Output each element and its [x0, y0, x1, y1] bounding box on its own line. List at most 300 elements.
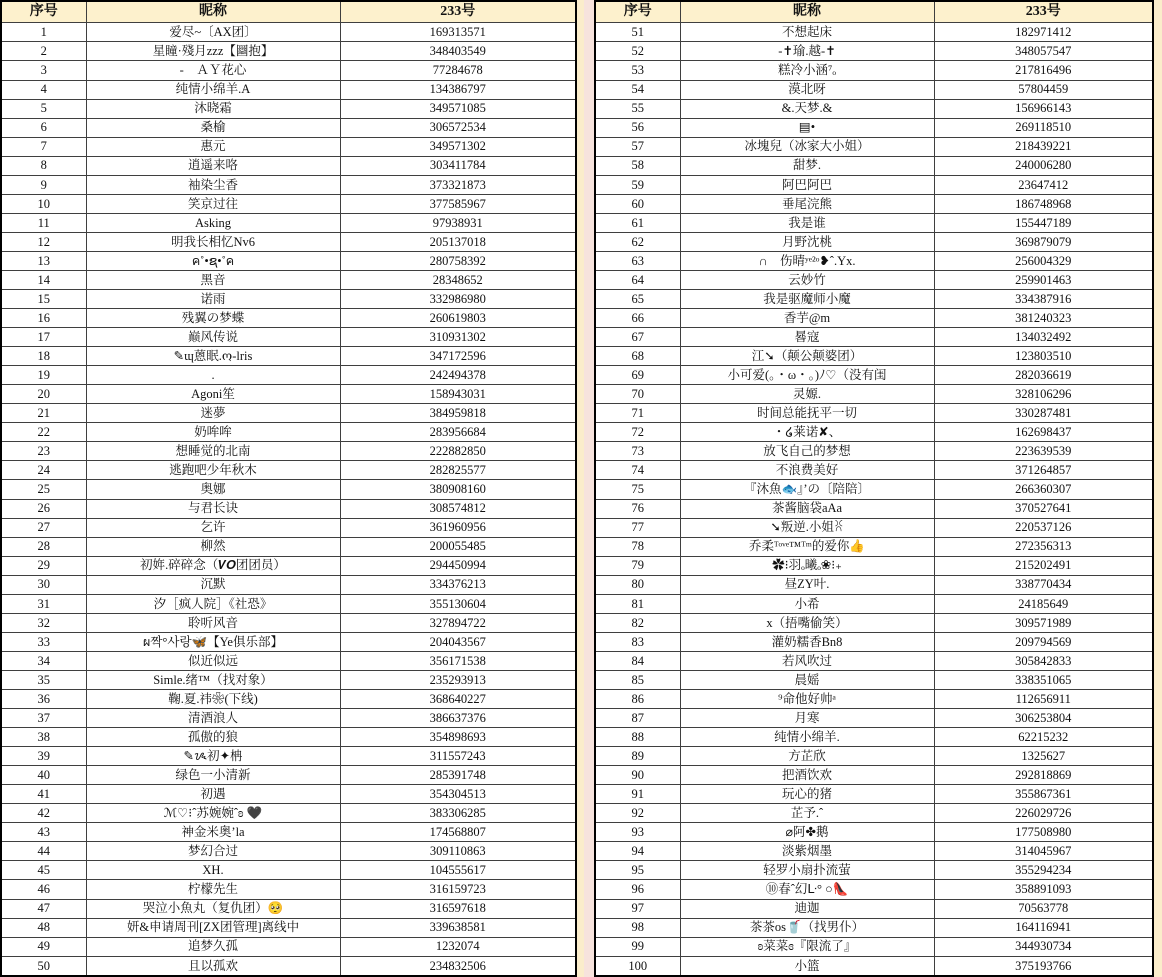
- id-cell: 314045967: [934, 842, 1153, 861]
- nickname-cell: .: [86, 366, 340, 385]
- id-cell: 1325627: [934, 747, 1153, 766]
- nickname-cell: 逍遥来咯: [86, 156, 340, 175]
- nickname-cell: 我是驱魔师小魔: [680, 290, 934, 309]
- rank-cell: 29: [1, 556, 86, 575]
- column-header-233-id: 233号: [934, 1, 1153, 23]
- rank-cell: 3: [1, 61, 86, 80]
- nickname-cell: ✎ᝰ初✦柟: [86, 747, 340, 766]
- id-cell: 310931302: [340, 328, 576, 347]
- rank-cell: 88: [595, 728, 680, 747]
- id-cell: 339638581: [340, 918, 576, 937]
- id-cell: 369879079: [934, 232, 1153, 251]
- id-cell: 373321873: [340, 175, 576, 194]
- id-cell: 294450994: [340, 556, 576, 575]
- table-row: [1, 499, 576, 518]
- nickname-cell: 漠北呀: [680, 80, 934, 99]
- nickname-cell: 残翼の梦蝶: [86, 309, 340, 328]
- nickname-cell: 淡紫烟墨: [680, 842, 934, 861]
- rank-cell: 28: [1, 537, 86, 556]
- nickname-cell: 奥娜: [86, 480, 340, 499]
- table-row: [595, 918, 1153, 937]
- id-cell: 240006280: [934, 156, 1153, 175]
- rank-cell: 9: [1, 175, 86, 194]
- nickname-cell: 不想起床: [680, 23, 934, 42]
- table-row: [1, 766, 576, 785]
- id-cell: 381240323: [934, 309, 1153, 328]
- header-row: [1, 1, 576, 23]
- id-cell: 169313571: [340, 23, 576, 42]
- table-row: [1, 137, 576, 156]
- table-row: [1, 670, 576, 689]
- rank-cell: 56: [595, 118, 680, 137]
- rank-cell: 78: [595, 537, 680, 556]
- table-row: [1, 899, 576, 918]
- table-row: [595, 385, 1153, 404]
- nickname-cell: &.天梦.&: [680, 99, 934, 118]
- rank-cell: 74: [595, 461, 680, 480]
- id-cell: 28348652: [340, 270, 576, 289]
- nickname-cell: 笑京过往: [86, 194, 340, 213]
- nickname-cell: ▤•: [680, 118, 934, 137]
- nickname-cell: ➘叛逆.小姐ꐦ: [680, 518, 934, 537]
- rank-cell: 82: [595, 613, 680, 632]
- rank-cell: 4: [1, 80, 86, 99]
- nickname-cell: 柳然: [86, 537, 340, 556]
- nickname-cell: 追梦久孤: [86, 937, 340, 956]
- nickname-cell: 阿巴阿巴: [680, 175, 934, 194]
- nickname-cell: 甜梦.: [680, 156, 934, 175]
- rank-cell: 87: [595, 709, 680, 728]
- id-cell: 354304513: [340, 785, 576, 804]
- nickname-cell: ℳ♡⁝ˆ苏婉婉ˆʚ 🖤: [86, 804, 340, 823]
- table-row: [595, 366, 1153, 385]
- member-table-right: [594, 0, 1154, 977]
- table-row: [1, 328, 576, 347]
- table-row: [595, 137, 1153, 156]
- table-row: [595, 861, 1153, 880]
- id-cell: 285391748: [340, 766, 576, 785]
- id-cell: 368640227: [340, 690, 576, 709]
- rank-cell: 14: [1, 270, 86, 289]
- rank-cell: 23: [1, 442, 86, 461]
- id-cell: 162698437: [934, 423, 1153, 442]
- table-row: [595, 785, 1153, 804]
- id-cell: 77284678: [340, 61, 576, 80]
- table-row: [1, 804, 576, 823]
- rank-cell: 44: [1, 842, 86, 861]
- id-cell: 305842833: [934, 651, 1153, 670]
- id-cell: 164116941: [934, 918, 1153, 937]
- rank-cell: 67: [595, 328, 680, 347]
- table-row: [1, 594, 576, 613]
- nickname-cell: 小篮: [680, 956, 934, 976]
- table-row: [595, 880, 1153, 899]
- rank-cell: 33: [1, 632, 86, 651]
- id-cell: 57804459: [934, 80, 1153, 99]
- id-cell: 205137018: [340, 232, 576, 251]
- table-row: [1, 194, 576, 213]
- nickname-cell: 妍&申请周刊[ZX团管理]离线中: [86, 918, 340, 937]
- table-row: [595, 23, 1153, 42]
- rank-cell: 20: [1, 385, 86, 404]
- id-cell: 355867361: [934, 785, 1153, 804]
- nickname-cell: 神金米奥’la: [86, 823, 340, 842]
- nickname-cell: 芷予.ˆ: [680, 804, 934, 823]
- nickname-cell: 乞许: [86, 518, 340, 537]
- id-cell: 70563778: [934, 899, 1153, 918]
- id-cell: 338351065: [934, 670, 1153, 689]
- nickname-cell: ⌀阿✤鹅: [680, 823, 934, 842]
- rank-cell: 97: [595, 899, 680, 918]
- id-cell: 347172596: [340, 347, 576, 366]
- rank-cell: 48: [1, 918, 86, 937]
- table-row: [1, 918, 576, 937]
- table-row: [595, 270, 1153, 289]
- id-cell: 386637376: [340, 709, 576, 728]
- rank-cell: 31: [1, 594, 86, 613]
- table-row: [1, 309, 576, 328]
- nickname-cell: 茶茶os🥤（找男仆）: [680, 918, 934, 937]
- rank-cell: 18: [1, 347, 86, 366]
- table-row: [1, 518, 576, 537]
- table-row: [595, 118, 1153, 137]
- nickname-cell: 聆听风音: [86, 613, 340, 632]
- table-row: [595, 61, 1153, 80]
- rank-cell: 92: [595, 804, 680, 823]
- rank-cell: 2: [1, 42, 86, 61]
- id-cell: 334376213: [340, 575, 576, 594]
- id-cell: 377585967: [340, 194, 576, 213]
- nickname-cell: 乔柔ᵀᵒᵛᵉ™ᵀᵐ的爱你👍: [680, 537, 934, 556]
- id-cell: 259901463: [934, 270, 1153, 289]
- nickname-cell: 小可爱(。・ω・。)ﾉ♡（没有闺: [680, 366, 934, 385]
- nickname-cell: ค˚•ຊ•˚ค: [86, 251, 340, 270]
- rank-cell: 68: [595, 347, 680, 366]
- table-row: [1, 461, 576, 480]
- table-row: [1, 118, 576, 137]
- id-cell: 220537126: [934, 518, 1153, 537]
- rank-cell: 41: [1, 785, 86, 804]
- table-row: [1, 232, 576, 251]
- nickname-cell: - ＡＹ花心: [86, 61, 340, 80]
- column-header-233-id: 233号: [340, 1, 576, 23]
- id-cell: 384959818: [340, 404, 576, 423]
- id-cell: 282825577: [340, 461, 576, 480]
- table-row: [595, 328, 1153, 347]
- id-cell: 234832506: [340, 956, 576, 976]
- rank-cell: 81: [595, 594, 680, 613]
- nickname-cell: 纯情小绵羊.: [680, 728, 934, 747]
- table-row: [595, 613, 1153, 632]
- table-row: [1, 213, 576, 232]
- id-cell: 349571302: [340, 137, 576, 156]
- id-cell: 306253804: [934, 709, 1153, 728]
- nickname-cell: 月野沈桃: [680, 232, 934, 251]
- id-cell: 256004329: [934, 251, 1153, 270]
- table-row: [595, 537, 1153, 556]
- rank-cell: 36: [1, 690, 86, 709]
- nickname-cell: Asking: [86, 213, 340, 232]
- rank-cell: 100: [595, 956, 680, 976]
- id-cell: 292818869: [934, 766, 1153, 785]
- table-row: [1, 785, 576, 804]
- id-cell: 330287481: [934, 404, 1153, 423]
- rank-cell: 89: [595, 747, 680, 766]
- rank-cell: 71: [595, 404, 680, 423]
- id-cell: 223639539: [934, 442, 1153, 461]
- rank-cell: 19: [1, 366, 86, 385]
- table-row: [1, 842, 576, 861]
- rank-cell: 93: [595, 823, 680, 842]
- id-cell: 338770434: [934, 575, 1153, 594]
- nickname-cell: 似近似远: [86, 651, 340, 670]
- nickname-cell: 柠檬先生: [86, 880, 340, 899]
- id-cell: 356171538: [340, 651, 576, 670]
- id-cell: 182971412: [934, 23, 1153, 42]
- table-row: [1, 175, 576, 194]
- id-cell: 97938931: [340, 213, 576, 232]
- table-row: [1, 709, 576, 728]
- id-cell: 134386797: [340, 80, 576, 99]
- id-cell: 1232074: [340, 937, 576, 956]
- nickname-cell: 惠元: [86, 137, 340, 156]
- rank-cell: 6: [1, 118, 86, 137]
- id-cell: 200055485: [340, 537, 576, 556]
- nickname-cell: 黑音: [86, 270, 340, 289]
- table-row: [1, 23, 576, 42]
- table-row: [595, 899, 1153, 918]
- nickname-cell: 纯情小绵羊.A: [86, 80, 340, 99]
- id-cell: 62215232: [934, 728, 1153, 747]
- nickname-cell: ʚ菜菜ɞ『限流了』: [680, 937, 934, 956]
- table-row: [595, 42, 1153, 61]
- rank-cell: 73: [595, 442, 680, 461]
- rank-cell: 61: [595, 213, 680, 232]
- table-gap-strip: [577, 0, 594, 977]
- rank-cell: 94: [595, 842, 680, 861]
- rank-cell: 35: [1, 670, 86, 689]
- nickname-cell: 垂尾浣熊: [680, 194, 934, 213]
- column-header-nickname: 昵称: [86, 1, 340, 23]
- nickname-cell: 若风吹过: [680, 651, 934, 670]
- rank-cell: 25: [1, 480, 86, 499]
- id-cell: 112656911: [934, 690, 1153, 709]
- id-cell: 186748968: [934, 194, 1153, 213]
- table-row: [595, 956, 1153, 976]
- id-cell: 316597618: [340, 899, 576, 918]
- table-row: [595, 518, 1153, 537]
- nickname-cell: 汐［疯人院］《社恐》: [86, 594, 340, 613]
- id-cell: 209794569: [934, 632, 1153, 651]
- table-row: [595, 937, 1153, 956]
- table-row: [595, 499, 1153, 518]
- rank-cell: 90: [595, 766, 680, 785]
- table-row: [595, 347, 1153, 366]
- nickname-cell: 把酒饮欢: [680, 766, 934, 785]
- id-cell: 303411784: [340, 156, 576, 175]
- id-cell: 361960956: [340, 518, 576, 537]
- nickname-cell: 月寒: [680, 709, 934, 728]
- nickname-cell: 梦幻合过: [86, 842, 340, 861]
- id-cell: 174568807: [340, 823, 576, 842]
- nickname-cell: 冰塊兒（冰家大小姐）: [680, 137, 934, 156]
- rank-cell: 21: [1, 404, 86, 423]
- nickname-cell: 初姩.碎碎念（𝑽𝑶团团员）: [86, 556, 340, 575]
- nickname-cell: 想睡觉的北南: [86, 442, 340, 461]
- table-row: [1, 442, 576, 461]
- nickname-cell: 沉默: [86, 575, 340, 594]
- nickname-cell: 迷夢: [86, 404, 340, 423]
- id-cell: 332986980: [340, 290, 576, 309]
- nickname-cell: 诺雨: [86, 290, 340, 309]
- id-cell: 306572534: [340, 118, 576, 137]
- rank-cell: 50: [1, 956, 86, 976]
- table-row: [1, 270, 576, 289]
- rank-cell: 16: [1, 309, 86, 328]
- table-row: [595, 632, 1153, 651]
- table-row: [595, 594, 1153, 613]
- table-row: [1, 556, 576, 575]
- id-cell: 355294234: [934, 861, 1153, 880]
- nickname-cell: 星瞳·殘月zzz【圝抱】: [86, 42, 340, 61]
- table-row: [595, 156, 1153, 175]
- rank-cell: 98: [595, 918, 680, 937]
- id-cell: 123803510: [934, 347, 1153, 366]
- id-cell: 354898693: [340, 728, 576, 747]
- id-cell: 156966143: [934, 99, 1153, 118]
- id-cell: 370527641: [934, 499, 1153, 518]
- id-cell: 217816496: [934, 61, 1153, 80]
- rank-cell: 12: [1, 232, 86, 251]
- nickname-cell: 时间总能抚平一切: [680, 404, 934, 423]
- nickname-cell: Simle.绪™（找对象）: [86, 670, 340, 689]
- rank-cell: 42: [1, 804, 86, 823]
- rank-cell: 96: [595, 880, 680, 899]
- table-row: [595, 804, 1153, 823]
- table-row: [1, 404, 576, 423]
- nickname-cell: 灵嫄.: [680, 385, 934, 404]
- rank-cell: 11: [1, 213, 86, 232]
- rank-cell: 55: [595, 99, 680, 118]
- nickname-cell: ・໒莱诺✘、: [680, 423, 934, 442]
- id-cell: 383306285: [340, 804, 576, 823]
- rank-cell: 86: [595, 690, 680, 709]
- table-row: [595, 232, 1153, 251]
- sheet-edge-strip: [1154, 0, 1162, 977]
- nickname-cell: 明我长相忆Nv6: [86, 232, 340, 251]
- id-cell: 272356313: [934, 537, 1153, 556]
- table-row: [1, 385, 576, 404]
- id-cell: 226029726: [934, 804, 1153, 823]
- id-cell: 334387916: [934, 290, 1153, 309]
- rank-cell: 75: [595, 480, 680, 499]
- rank-cell: 22: [1, 423, 86, 442]
- id-cell: 308574812: [340, 499, 576, 518]
- table-row: [1, 956, 576, 976]
- rank-cell: 5: [1, 99, 86, 118]
- nickname-cell: 晨媱: [680, 670, 934, 689]
- rank-cell: 53: [595, 61, 680, 80]
- table-row: [595, 670, 1153, 689]
- table-row: [1, 823, 576, 842]
- nickname-cell: 桑榆: [86, 118, 340, 137]
- nickname-cell: ✿⁝羽ₒ曦ₒ❀⁝₊: [680, 556, 934, 575]
- rank-cell: 59: [595, 175, 680, 194]
- table-row: [595, 709, 1153, 728]
- nickname-cell: 逃跑吧少年秋木: [86, 461, 340, 480]
- table-row: [1, 651, 576, 670]
- nickname-cell: 香芋@m: [680, 309, 934, 328]
- nickname-cell: XH.: [86, 861, 340, 880]
- id-cell: 158943031: [340, 385, 576, 404]
- table-row: [1, 366, 576, 385]
- nickname-cell: 奶哞哞: [86, 423, 340, 442]
- rank-cell: 40: [1, 766, 86, 785]
- table-row: [1, 251, 576, 270]
- table-row: [595, 290, 1153, 309]
- rank-cell: 13: [1, 251, 86, 270]
- id-cell: 344930734: [934, 937, 1153, 956]
- rank-cell: 76: [595, 499, 680, 518]
- table-row: [1, 347, 576, 366]
- nickname-cell: 沐晓霜: [86, 99, 340, 118]
- id-cell: 104555617: [340, 861, 576, 880]
- table-row: [595, 309, 1153, 328]
- rank-cell: 32: [1, 613, 86, 632]
- rank-cell: 39: [1, 747, 86, 766]
- rank-cell: 34: [1, 651, 86, 670]
- id-cell: 348403549: [340, 42, 576, 61]
- nickname-cell: 绿色一小清新: [86, 766, 340, 785]
- nickname-cell: 与君长诀: [86, 499, 340, 518]
- nickname-cell: 我是谁: [680, 213, 934, 232]
- table-row: [595, 575, 1153, 594]
- id-cell: 269118510: [934, 118, 1153, 137]
- table-row: [1, 728, 576, 747]
- table-row: [595, 556, 1153, 575]
- table-row: [1, 480, 576, 499]
- nickname-cell: 清酒浪人: [86, 709, 340, 728]
- table-row: [1, 747, 576, 766]
- table-row: [1, 690, 576, 709]
- table-row: [1, 613, 576, 632]
- rank-cell: 38: [1, 728, 86, 747]
- nickname-cell: 初遇: [86, 785, 340, 804]
- nickname-cell: Agoni笙: [86, 385, 340, 404]
- nickname-cell: 云妙竹: [680, 270, 934, 289]
- id-cell: 349571085: [340, 99, 576, 118]
- id-cell: 358891093: [934, 880, 1153, 899]
- id-cell: 280758392: [340, 251, 576, 270]
- nickname-cell: 江➘（颠公颠婆团）: [680, 347, 934, 366]
- nickname-cell: 玩心的猪: [680, 785, 934, 804]
- table-row: [1, 861, 576, 880]
- rank-cell: 80: [595, 575, 680, 594]
- table-row: [595, 728, 1153, 747]
- id-cell: 242494378: [340, 366, 576, 385]
- header-row: [595, 1, 1153, 23]
- id-cell: 222882850: [340, 442, 576, 461]
- nickname-cell: ∩ 伤晴ʸᵉ²ᵒ❥ˆ.Yx.: [680, 251, 934, 270]
- rank-cell: 84: [595, 651, 680, 670]
- table-row: [595, 213, 1153, 232]
- nickname-cell: 迪迦: [680, 899, 934, 918]
- rank-cell: 85: [595, 670, 680, 689]
- id-cell: 24185649: [934, 594, 1153, 613]
- nickname-cell: ✎ɰ蒽眠.ო-lris: [86, 347, 340, 366]
- table-row: [1, 80, 576, 99]
- table-row: [595, 423, 1153, 442]
